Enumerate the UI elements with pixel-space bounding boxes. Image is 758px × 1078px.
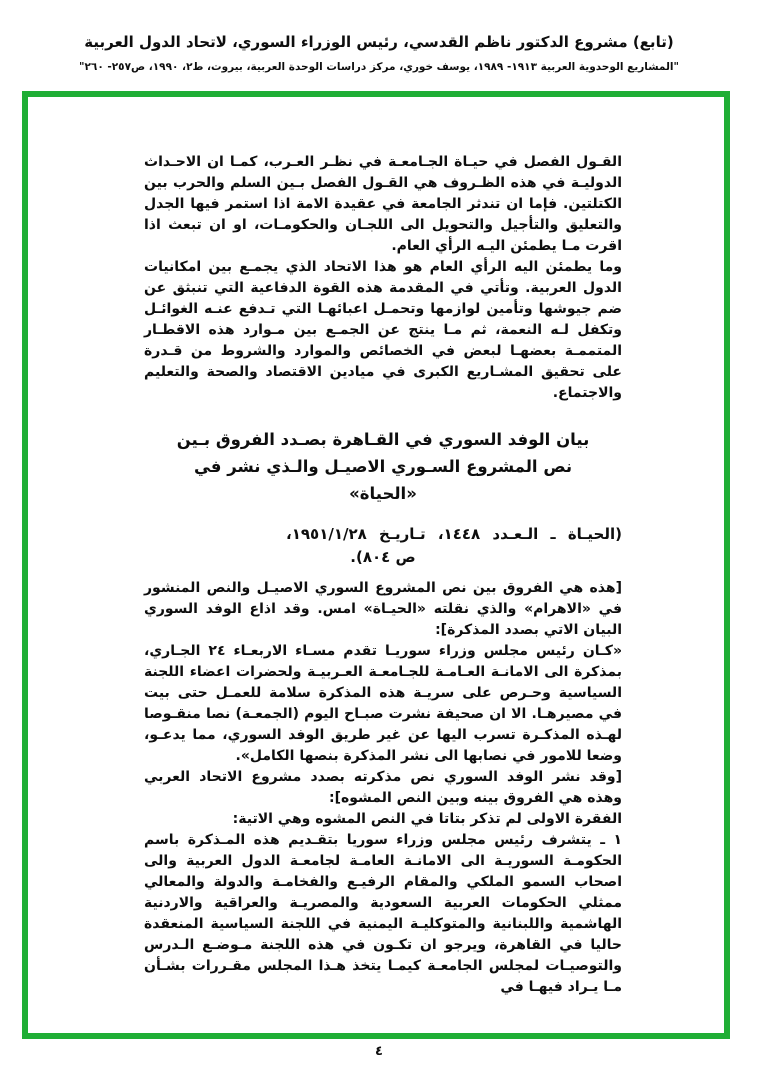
paragraph-first-clause-note: الفقرة الاولى لم تذكر بتاتا في النص المشوه وهي الاتية: [232, 811, 622, 827]
citation-line-2: ص ٨٠٤). [350, 548, 416, 566]
heading-line-2: نص المشروع السـوري الاصيـل والـذي نشر في [193, 457, 573, 476]
page-number: ٤ [375, 1044, 383, 1059]
paragraph-clause-1: ١ ـ يتشرف رئيس مجلس وزراء سوريا بتقـديم هذه المـذكرة باسم الحكومـة السوريـة الى الامانـة العامـة لجامعـة الدول العربية والى اصحاب السمو الملكي والمقام الرفيـع والفخامـة والدولة والمعالي ممثلي الحكومات العربية السعودية والمصريـة والعراقية والاردنية الهاشمية واللبنانية والمتوكليـة اليمنية في اللجنة السياسية المنعقدة حاليا في القاهرة، ويرجو ان تكـون في هذه اللجنة مـوضـع الـدرس والتوصيـات لمجلس الجامعـة كيمـا يتخذ هـذا المجلس مقـررات بشـأن مـا يـراد فيهـا في [144, 832, 622, 995]
paragraph-league-decisive-word: القـول الفصل في حيـاة الجـامعـة في نظـر العـرب، كمـا ان الاحـداث الدوليـة في هذه الظـروف هي القـول الفصل بـين السلم والحرب بين الكتلتين. فإما ان تندثر الجامعة في عقيدة الامة اذا استمر فيها الجدل والتعليق والتأجيل والتحويل الى اللجـان والحكومـات، او ان تبعث اذا اقرت مـا يطمئن اليـه الرأي العام. [144, 154, 622, 254]
document-body [144, 152, 622, 998]
paragraph-delegation-statement: «كـان رئيس مجلس وزراء سوريـا تقدم مسـاء الاربعـاء ٢٤ الجـاري، بمذكرة الى الامانـة العـامـة للجـامعـة العـربيـة ولحضرات اعضاء اللجنة السياسية وحـرص على سريـة هذه المذكرة سلامة للعمـل حتى بيت في مصيرهـا. الا ان صحيفة نشرت صبـاح اليوم (الجمعـة) نصا منقـوصا لهـذه المذكـرة تسرب اليها عن غير طريق الوفد السوري، مما يدعـو، وضعا للامور في نصابها الى نشر المذكرة بنصها الكامل». [144, 643, 622, 764]
paragraph-public-opinion-union: وما يطمئن اليه الرأي العام هو هذا الاتحاد الذي يجمـع بين امكانيات الدول العربية. وتأتي في المقدمة هذه القوة الدفاعية التي تنبثق عن ضم جيوشها وتأمين لوازمها وتحمـل اعبائهـا التي تـدفع عنـه الغوائـل وتكفل لـه النعمة، ثم مـا ينتج عن الجمـع بين مـوارد هذه الاقطـار المتممـة بعضهـا لبعض في الخصائص والموارد والشروط من قـدرة على تحقيق المشـاريع الكبرى في ميادين الاقتصاد والصحة والتعليم والاجتماع. [144, 259, 622, 401]
header-title: (تابع) مشروع الدكتور ناظم القدسي، رئيس الوزراء السوري، لاتحاد الدول العربية [84, 33, 674, 51]
header-source-citation: "المشاريع الوحدوية العربية ١٩١٣- ١٩٨٩، يوسف خوري، مركز دراسات الوحدة العربية، بيروت، ط٢، ١٩٩٠، ص٢٥٧- ٢٦٠" [79, 61, 679, 73]
section-heading [144, 404, 622, 523]
heading-line-3: «الحياة» [349, 484, 417, 503]
paragraph-editorial-note: [هذه هي الفروق بين نص المشروع السوري الاصيـل والنص المنشور في «الاهرام» والذي نقلته «الحيـاة» امس. وقد اذاع الوفد السوري البيان الاتي بصدد المذكرة]: [144, 580, 622, 638]
heading-line-1: بيان الوفد السوري في القـاهرة بصـدد الفروق بـين [176, 430, 590, 449]
paragraph-editorial-note-2: [وقد نشر الوفد السوري نص مذكرته بصدد مشروع الاتحاد العربي وهذه هي الفروق بينه وبين النص المشوه]: [144, 769, 622, 806]
citation-line-1: (الحيـاة ـ الـعـدد ١٤٤٨، تـاريـخ ١٩٥١/١/٢٨، [286, 525, 622, 543]
page-header [0, 30, 758, 74]
source-citation [144, 523, 622, 569]
green-border-frame [22, 91, 730, 1039]
